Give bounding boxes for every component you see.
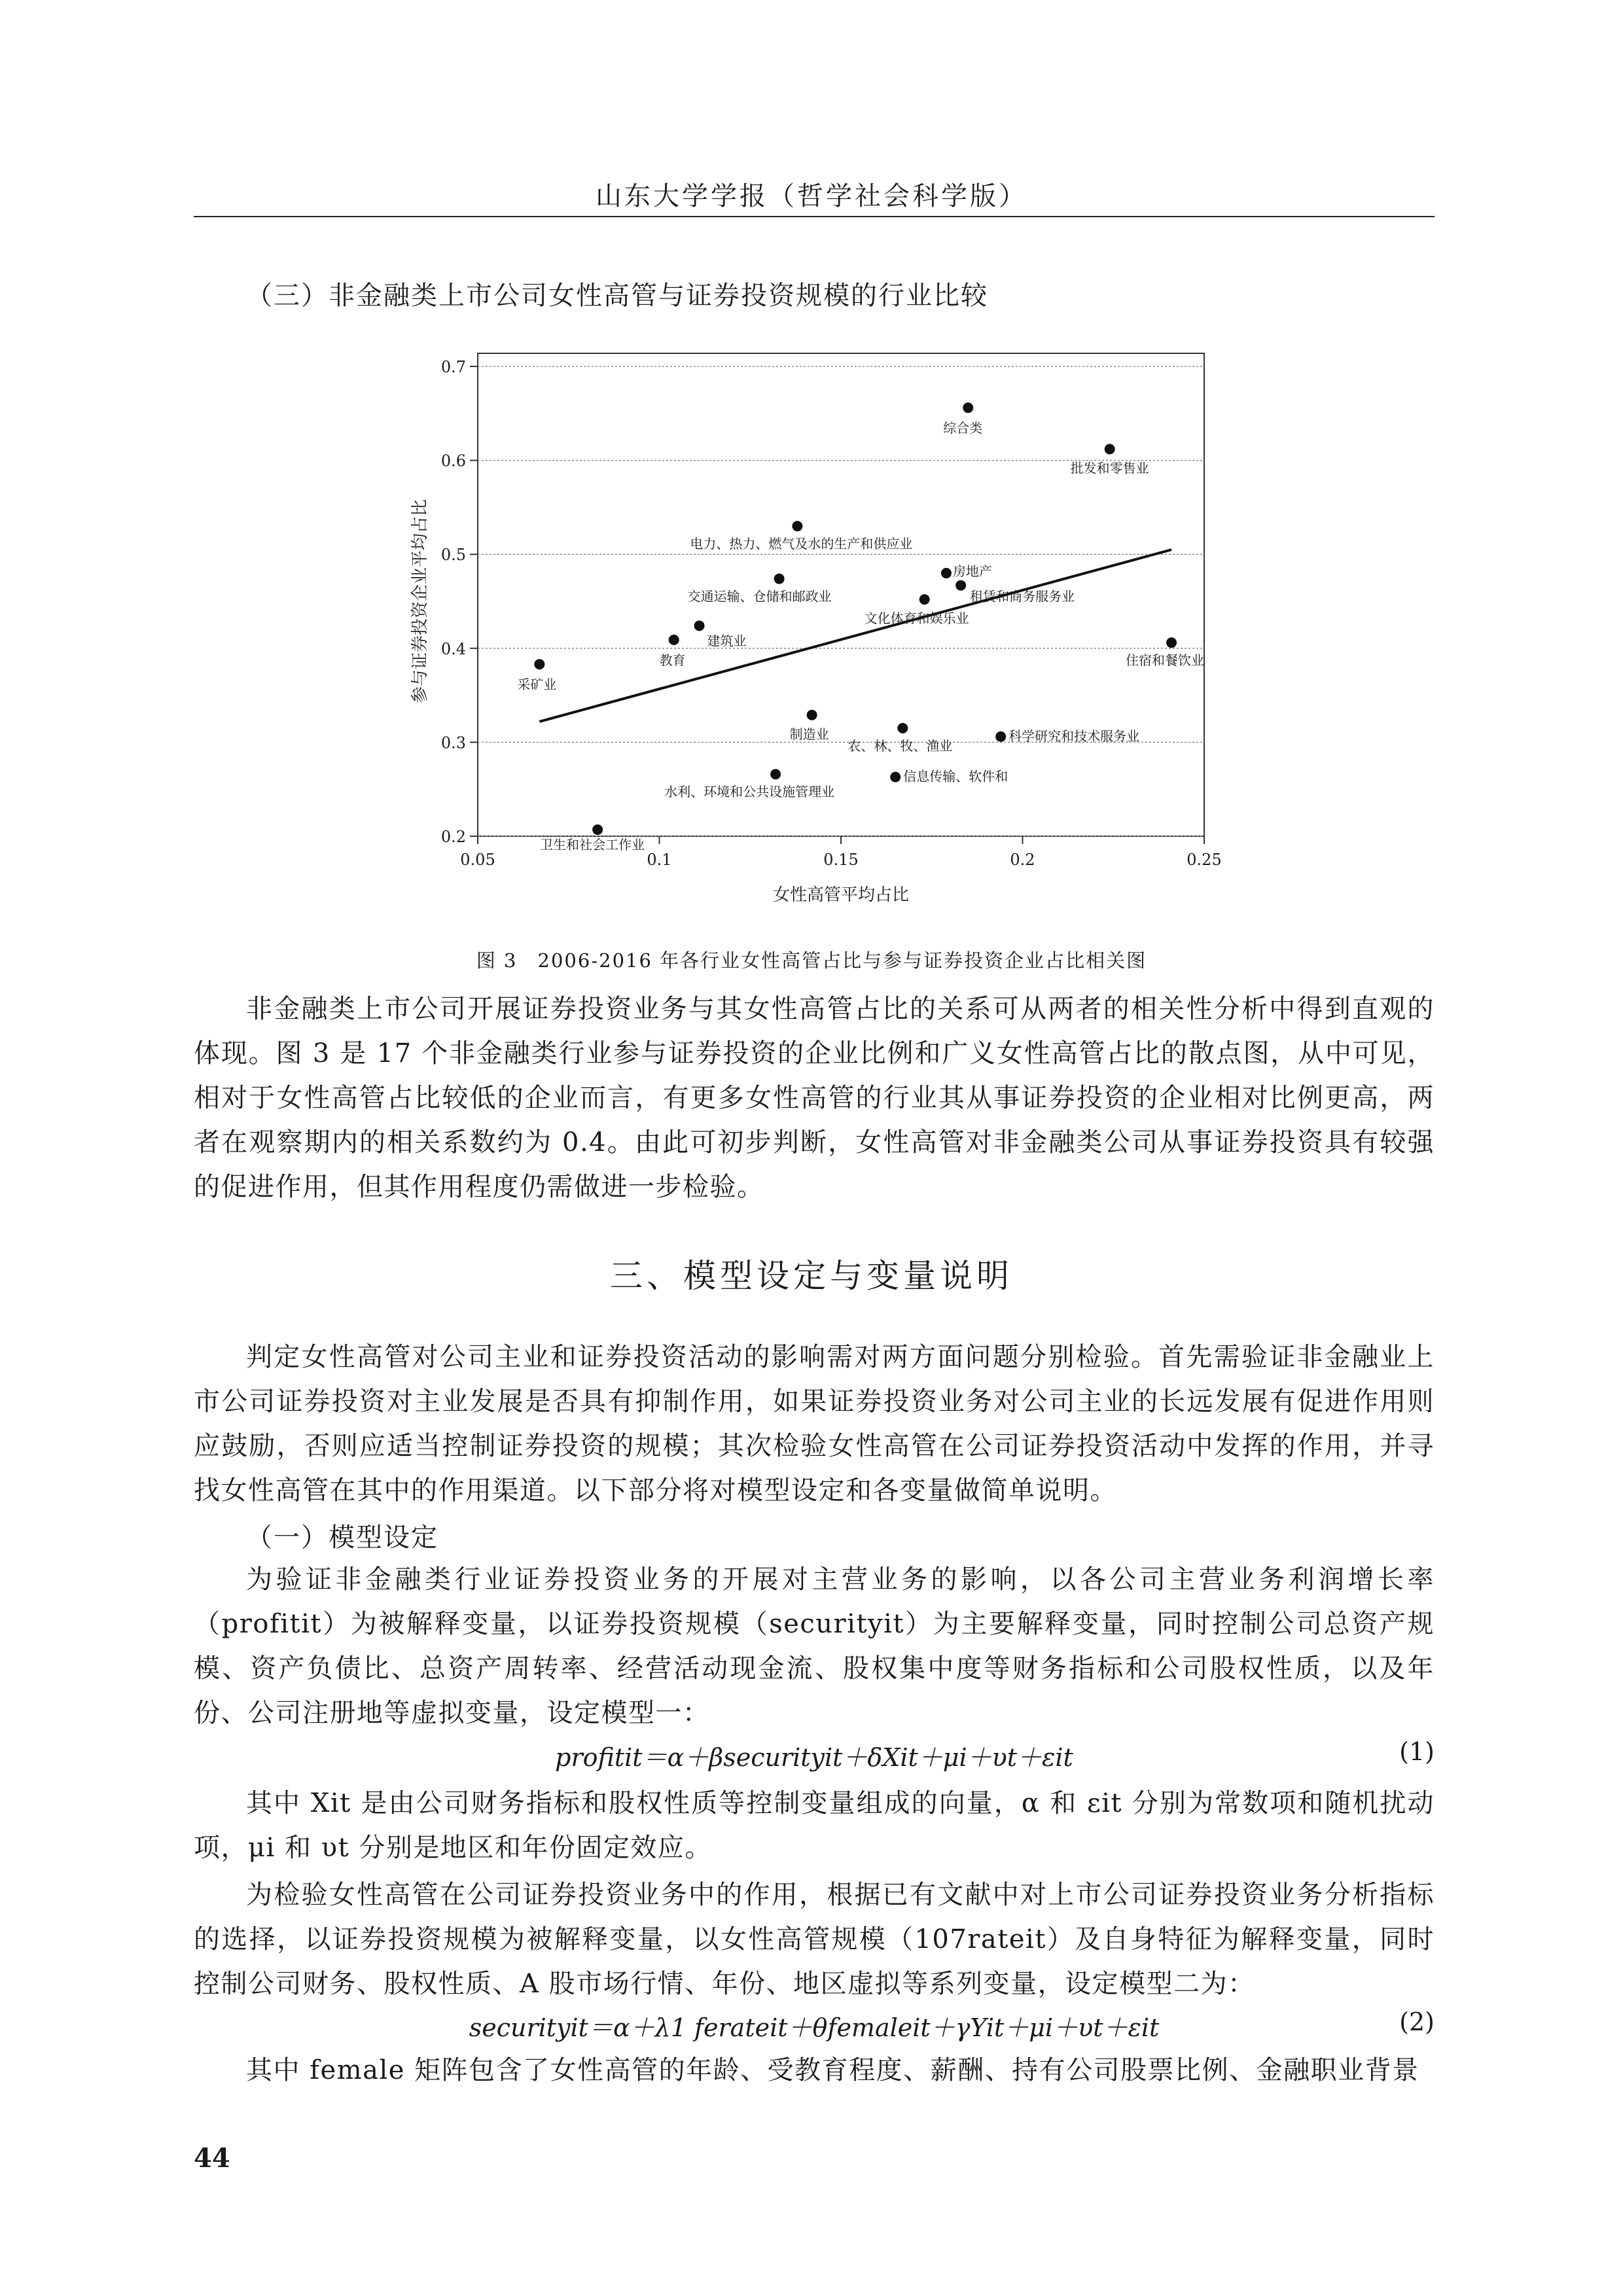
y-tick-label: 0.3 bbox=[440, 733, 466, 752]
paragraph-model-two: 为检验女性高管在公司证券投资业务中的作用，根据已有文献中对上市公司证券投资业务分析指标的选择，以证券投资规模为被解释变量，以女性高管规模（107rateit）及自身特征为解释变量，同时控制公司财务、股权性质、A 股市场行情、年份、地区虚拟等系列变量，设定模型二为： bbox=[194, 1880, 1435, 1999]
data-point bbox=[919, 594, 930, 605]
point-label: 综合类 bbox=[943, 420, 983, 436]
y-tick-label: 0.5 bbox=[440, 546, 466, 565]
point-label: 水利、环境和公共设施管理业 bbox=[664, 784, 835, 800]
data-point bbox=[1166, 637, 1177, 648]
point-label: 批发和零售业 bbox=[1070, 460, 1149, 476]
point-label: 建筑业 bbox=[707, 633, 747, 649]
paragraph-correlation: 非金融类上市公司开展证券投资业务与其女性高管占比的关系可从两者的相关性分析中得到直观的体现。图 3 是 17 个非金融类行业参与证券投资的企业比例和广义女性高管占比的散点图，从中可见，相对于女性高管占比较低的企业而言，有更多女性高管的行业其从事证券投资的企业相对比例更高，两者在观察期内的相关系数约为 0.4。由此可初步判断，女性高管对非金融类公司从事证券投资具有较强的促进作用，但其作用程度仍需做进一步检验。 bbox=[194, 994, 1435, 1202]
data-point bbox=[534, 659, 544, 669]
point-label: 房地产 bbox=[952, 563, 992, 579]
point-label: 科学研究和技术服务业 bbox=[1008, 728, 1140, 744]
data-point bbox=[890, 772, 901, 783]
equation-1-body: profitit＝α＋βsecurityit＋δXit＋μi＋υt＋εit bbox=[555, 1743, 1073, 1772]
point-label: 信息传输、软件和 bbox=[903, 768, 1008, 785]
plot-frame bbox=[478, 353, 1204, 836]
y-axis-label: 参与证券投资企业平均占比 bbox=[410, 499, 430, 704]
data-point bbox=[941, 568, 952, 578]
x-tick-label: 0.15 bbox=[823, 851, 859, 869]
data-point bbox=[669, 635, 679, 645]
y-tick-label: 0.7 bbox=[440, 358, 466, 376]
data-point bbox=[792, 521, 802, 531]
scatter-chart bbox=[393, 340, 1243, 929]
data-point bbox=[774, 574, 785, 584]
point-label: 住宿和餐饮业 bbox=[1126, 652, 1205, 669]
data-point bbox=[1105, 444, 1115, 454]
data-point bbox=[963, 402, 973, 413]
x-tick-label: 0.1 bbox=[647, 851, 672, 869]
fit-line bbox=[539, 550, 1171, 722]
y-tick-label: 0.4 bbox=[440, 639, 466, 658]
x-tick-label: 0.05 bbox=[460, 851, 495, 869]
point-label: 租赁和商务服务业 bbox=[970, 588, 1075, 605]
paragraph-female-matrix: 其中 female 矩阵包含了女性高管的年龄、受教育程度、薪酬、持有公司股票比例、金融职业背景 bbox=[246, 2055, 1419, 2085]
figure-caption: 图 3 2006-2016 年各行业女性高管占比与参与证券投资企业占比相关图 bbox=[476, 949, 1147, 972]
y-tick-label: 0.6 bbox=[440, 451, 466, 470]
paragraph-model-one-explain: 其中 Xit 是由公司财务指标和股权性质等控制变量组成的向量，α 和 εit 分别为常数项和随机扰动项，μi 和 υt 分别是地区和年份固定效应。 bbox=[194, 1788, 1435, 1863]
point-label: 电力、热力、燃气及水的生产和供应业 bbox=[690, 536, 913, 552]
point-label: 交通运输、仓储和邮政业 bbox=[687, 588, 832, 605]
point-label: 农、林、牧、渔业 bbox=[847, 737, 953, 754]
equation-1-number: (1) bbox=[1399, 1737, 1435, 1766]
data-point bbox=[955, 580, 966, 591]
data-point bbox=[807, 710, 817, 720]
point-label: 制造业 bbox=[789, 726, 829, 742]
section-title: 三、模型设定与变量说明 bbox=[610, 1257, 1013, 1295]
point-label: 卫生和社会工作业 bbox=[540, 836, 645, 853]
x-axis-label: 女性高管平均占比 bbox=[772, 885, 910, 905]
paragraph-model-intro: 判定女性高管对公司主业和证券投资活动的影响需对两方面问题分别检验。首先需验证非金融业上市公司证券投资对主业发展是否具有抑制作用，如果证券投资业务对公司主业的长远发展有促进作用则应鼓励，否则应适当控制证券投资的规模；其次检验女性高管在公司证券投资活动中发挥的作用，并寻找女性高管在其中的作用渠道。以下部分将对模型设定和各变量做简单说明。 bbox=[194, 1342, 1435, 1506]
journal-header: 山东大学学报（哲学社会科学版） bbox=[596, 181, 1027, 211]
equation-2 bbox=[194, 2007, 1435, 2047]
data-point bbox=[995, 732, 1006, 742]
paragraph-model-one: 为验证非金融类行业证券投资业务的开展对主营业务的影响，以各公司主营业务利润增长率（profitit）为被解释变量，以证券投资规模（securityit）为主要解释变量，同时控制公司总资产规模、资产负债比、总资产周转率、经营活动现金流、股权集中度等财务指标和公司股权性质，以及年份、公司注册地等虚拟变量，设定模型一： bbox=[194, 1564, 1435, 1728]
page-number: 44 bbox=[194, 2143, 230, 2174]
equation-1 bbox=[194, 1737, 1435, 1776]
point-label: 采矿业 bbox=[517, 677, 557, 693]
data-point bbox=[694, 620, 705, 631]
subsection-heading-3: （三）非金融类上市公司女性高管与证券投资规模的行业比较 bbox=[246, 281, 988, 311]
data-point bbox=[770, 769, 781, 779]
equation-2-body: securityit＝α＋λ1 ferateit＋θfemaleit＋γYit＋μi＋υt＋εit bbox=[469, 2013, 1160, 2042]
point-label: 文化体育和娱乐业 bbox=[864, 610, 969, 627]
data-point bbox=[897, 723, 908, 733]
point-label: 教育 bbox=[659, 652, 686, 668]
x-tick-label: 0.25 bbox=[1186, 851, 1222, 869]
data-point bbox=[592, 824, 603, 835]
equation-2-number: (2) bbox=[1399, 2007, 1435, 2036]
header-rule bbox=[194, 216, 1435, 217]
x-tick-label: 0.2 bbox=[1010, 851, 1035, 869]
subsection-heading-1: （一）模型设定 bbox=[246, 1523, 438, 1553]
y-tick-label: 0.2 bbox=[440, 828, 466, 846]
